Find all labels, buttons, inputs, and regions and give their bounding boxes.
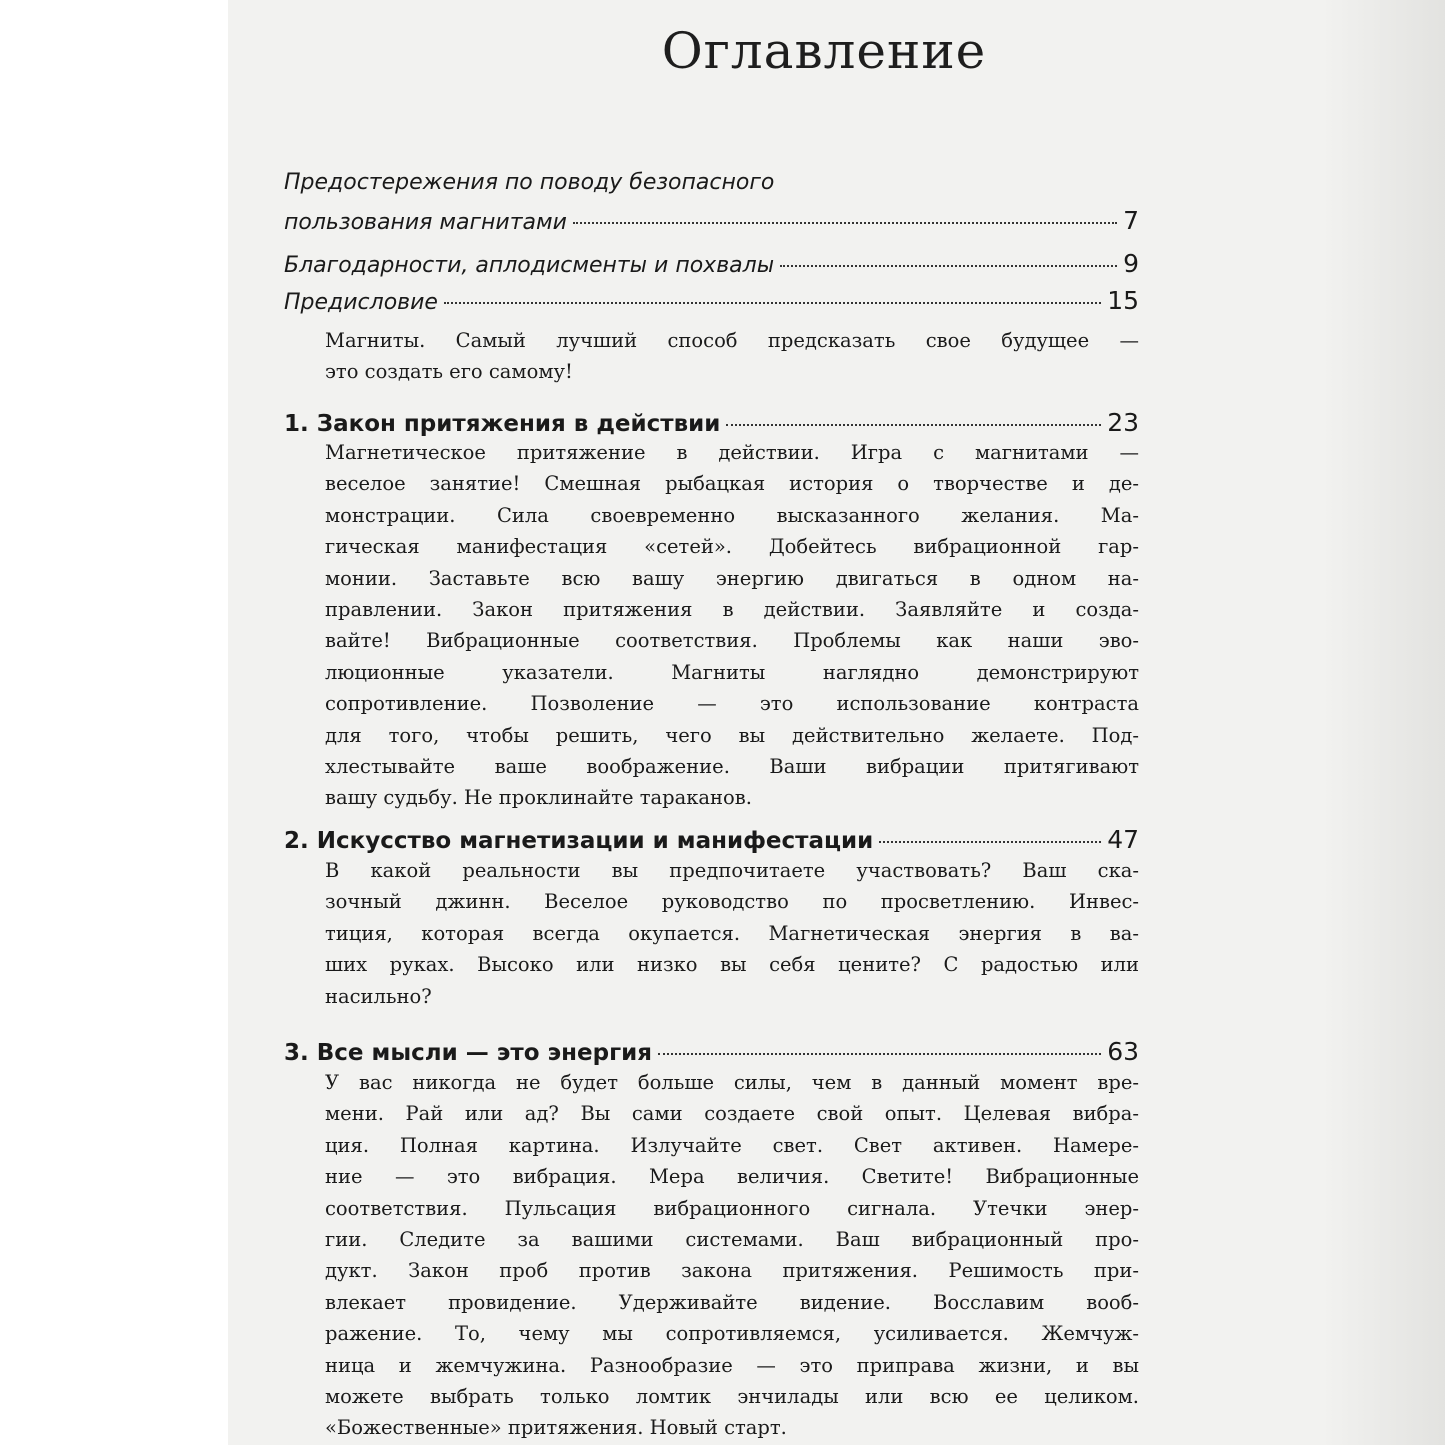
toc-entry-chapter-3 bbox=[284, 1037, 1139, 1066]
toc-entry-warnings bbox=[284, 206, 1139, 235]
toc-entry-label: Предисловие bbox=[284, 290, 438, 315]
toc-entry-label: 3. Все мысли — это энергия bbox=[284, 1040, 652, 1066]
toc-page-number: 15 bbox=[1107, 286, 1139, 315]
page-bleed-shadow bbox=[1321, 0, 1445, 1445]
leader-dots bbox=[879, 841, 1101, 843]
toc-entry-description: У вас никогда не будет больше силы, чем в данный момент вре- мени. Рай или ад? Вы сами создаете свой опыт. Целевая вибра- ция. Полная картина. Излучайте свет. Свет активен. Намере- ние — это вибрация. Мера величия. Светите! Вибрационные соответствия. Пульсация вибрационного сигнала. Утечки энер- гии. Следите за вашими системами. Ваш вибрационный про- дукт. Закон проб против закона притяжения. Решимость при- влекает провидение. Удерживайте видение. Восславим вооб- ражение. То, чему мы сопротивляемся, усиливается. Жемчуж- ница и жемчужина. Разнообразие — это приправа жизни, и вы можете выбрать только ломтик энчилады или всю ее целиком. «Божественные» притяжения. Новый старт. bbox=[325, 1071, 1139, 1440]
toc-page-number: 63 bbox=[1107, 1037, 1139, 1066]
toc-entry-chapter-2 bbox=[284, 825, 1139, 854]
toc-entry-description: Магниты. Самый лучший способ предсказать свое будущее — это создать его самому! bbox=[325, 329, 1139, 384]
toc-page-number: 9 bbox=[1123, 249, 1139, 278]
toc-page-number: 23 bbox=[1107, 408, 1139, 437]
toc-entry-label: пользования магнитами bbox=[284, 210, 567, 235]
leader-dots bbox=[573, 222, 1117, 224]
toc-entry-foreword bbox=[284, 286, 1139, 315]
book-page bbox=[228, 0, 1445, 1445]
leader-dots bbox=[658, 1053, 1101, 1055]
toc-entry-label: 2. Искусство магнетизации и манифестации bbox=[284, 828, 874, 854]
toc-entry-warnings-line1: Предостережения по поводу безопасного bbox=[284, 170, 775, 195]
toc-page-number: 47 bbox=[1107, 825, 1139, 854]
leader-dots bbox=[780, 265, 1117, 267]
leader-dots bbox=[726, 424, 1101, 426]
toc-entry-description: В какой реальности вы предпочитаете участвовать? Ваш ска- зочный джинн. Веселое руководство по просветлению. Инвес- тиция, которая всегда окупается. Магнетическая энергия в ва- ших руках. Высоко или низко вы себя цените? С радостью или насильно? bbox=[325, 859, 1139, 1008]
page-title: Оглавление bbox=[661, 22, 987, 80]
toc-entry-acknowledgements bbox=[284, 249, 1139, 278]
leader-dots bbox=[444, 302, 1101, 304]
toc-entry-description: Магнетическое притяжение в действии. Игра с магнитами — веселое занятие! Смешная рыбацкая история о творчестве и де- монстрации. Сила своевременно высказанного желания. Ма- гическая манифестация «сетей». Добейтесь вибрационной гар- монии. Заставьте всю вашу энергию двигаться в одном на- правлении. Закон притяжения в действии. Заявляйте и созда- вайте! Вибрационные соответствия. Проблемы как наши эво- люционные указатели. Магниты наглядно демонстрируют сопротивление. Позволение — это использование контраста для того, чтобы решить, чего вы действительно желаете. Под- хлестывайте ваше воображение. Ваши вибрации притягивают вашу судьбу. Не проклинайте тараканов. bbox=[325, 441, 1139, 810]
toc-entry-label: Благодарности, аплодисменты и похвалы bbox=[284, 253, 775, 278]
toc-page-number: 7 bbox=[1123, 206, 1139, 235]
toc-entry-label: 1. Закон притяжения в действии bbox=[284, 411, 721, 437]
toc-entry-chapter-1 bbox=[284, 408, 1139, 437]
